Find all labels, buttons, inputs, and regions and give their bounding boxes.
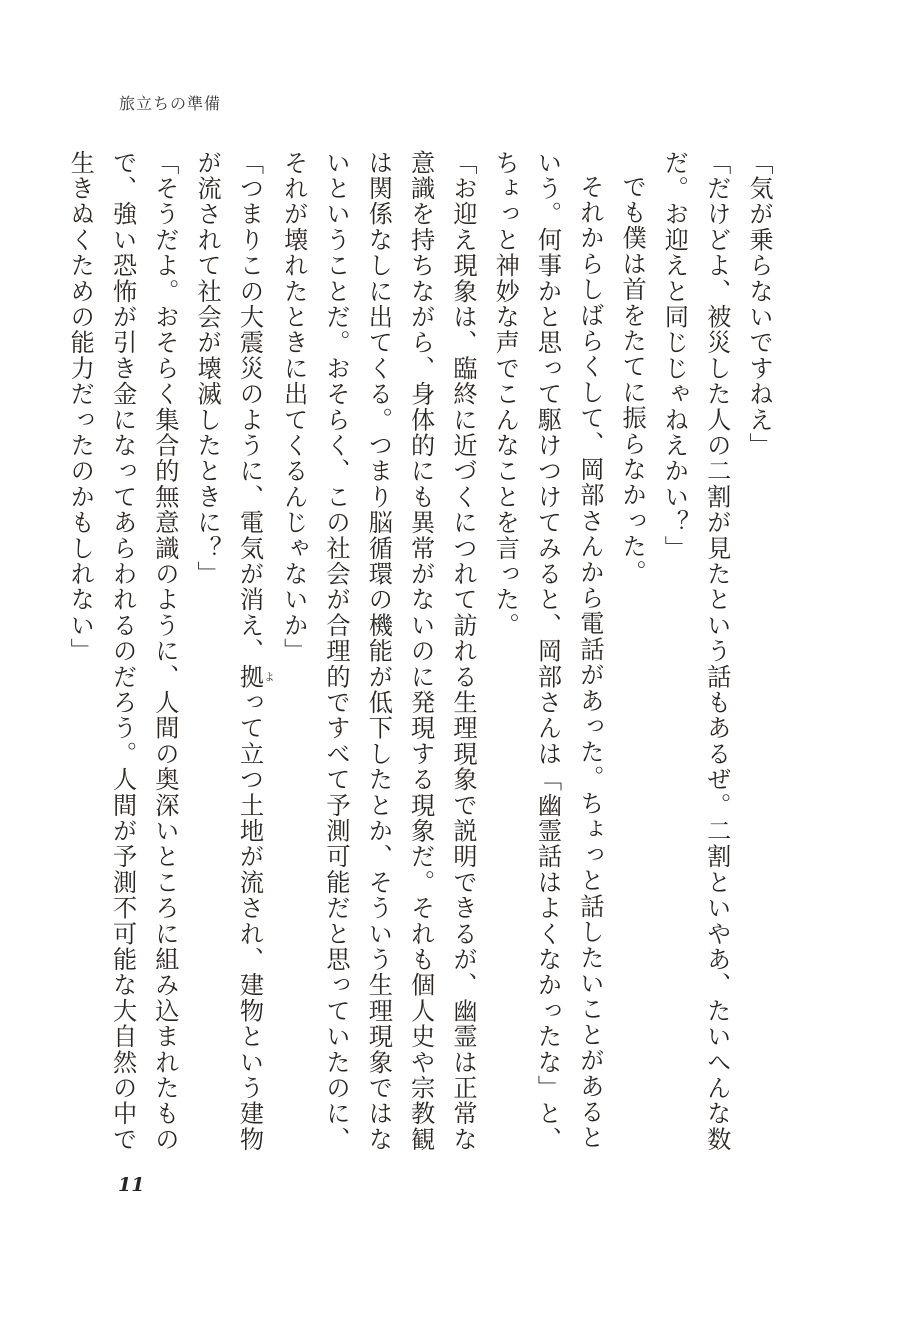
paragraph [186, 150, 273, 1160]
paragraph: でも僕は首をたてに振らなかった。 [618, 174, 647, 586]
ruby-reading: よ [261, 664, 273, 690]
body-text [66, 150, 780, 1160]
paragraph: 「お迎え現象は、臨終に近づくにつれて訪れる生理現象で説明できるが、幽霊は正常な意識を持ちながら、身体的にも異常がないのに発現する現象だ。それも個人史や宗教観は関係なしに出てくる。つまり脳循環の機能が低下したとか、そういう生理現象ではないということだ。おそらく、この社会が合理的ですべて予測可能だと思っていたのに、それが壊れたときに出てくるんじゃないか」 [279, 150, 477, 1153]
paragraph-segment: 「つまりこの大震災のように、電気が消え、 [235, 150, 264, 664]
running-head: 旅立ちの準備 [119, 94, 222, 113]
paragraph-segment: って立つ土地が流され、建物という建物が流されて社会が壊滅したときに？」 [193, 150, 264, 1153]
page-number: 11 [118, 1174, 145, 1196]
ruby-annotation [235, 664, 273, 690]
paragraph: 「気が乗らないですねえ」 [745, 150, 773, 459]
paragraph: それからしばらくして、岡部さんから電話があった。ちょっと話したいことがあるという。何事かと思って駆けつけてみると、岡部さんは「幽霊話はよくなかったな」と、ちょっと神妙な声でこんなことを言った。 [491, 150, 604, 1153]
paragraph: 「そうだよ。おそらく集合的無意識のように、人間の奥深いところに組み込まれたもので、強い恐怖が引き金になってあらわれるのだろう。人間が予測不可能な大自然の中で生きぬくための能力だったのかもしれない」 [66, 150, 179, 1153]
ruby-base: 拠 [235, 664, 264, 690]
paragraph: 「だけどよ、被災した人の二割が見たという話もあるぜ。二割といやあ、たいへんな数だ。お迎えと同じじゃねえかい？」 [660, 150, 731, 1153]
